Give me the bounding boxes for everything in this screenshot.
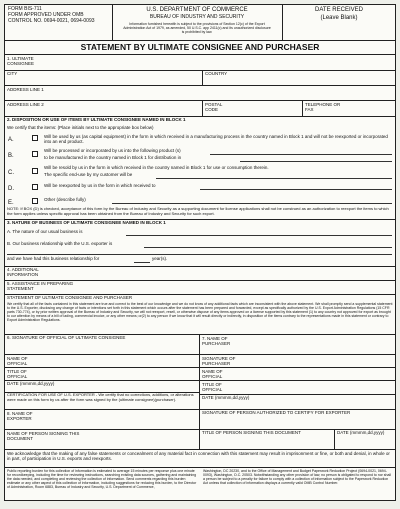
assistance-field[interactable] xyxy=(79,281,394,293)
postal-code-label: POSTAL CODE xyxy=(205,102,223,113)
address-line2-field[interactable] xyxy=(44,101,199,114)
option-b-checkbox[interactable] xyxy=(32,151,38,157)
usual-business-label: A. The nature of our usual business is xyxy=(7,229,83,234)
option-a-text: Will be used by us (as capital equipment) in the form in which received in a manufacturing process in the country named in Block 1 and will not be reexported or incorporated into an end product. xyxy=(44,134,388,145)
ultimate-consignee-field[interactable] xyxy=(54,55,394,69)
form-title: STATEMENT BY ULTIMATE CONSIGNEE AND PURCHASER xyxy=(80,42,320,52)
option-b-product-line[interactable] xyxy=(210,154,392,155)
signer-name-field[interactable] xyxy=(94,430,197,448)
signer-date-label: DATE (mmmm,dd,yyyy) xyxy=(337,430,385,435)
consignee-date-label: DATE (mmmm,dd,yyyy) xyxy=(7,381,55,386)
consignee-official-name-label: NAME OF OFFICIAL xyxy=(7,356,28,367)
city-field[interactable] xyxy=(24,71,199,83)
consignee-official-name-field[interactable] xyxy=(46,355,196,365)
purchaser-signature-label: SIGNATURE OF PURCHASER xyxy=(202,356,236,367)
purchaser-date-label: DATE (mmmm,dd,yyyy) xyxy=(202,395,250,400)
purchaser-official-name-label: NAME OF OFFICIAL xyxy=(202,369,223,380)
consignee-official-title-field[interactable] xyxy=(46,368,196,378)
leave-blank-note: (Leave Blank) xyxy=(320,15,358,21)
country-field[interactable] xyxy=(234,71,394,83)
consignee-official-title-label: TITLE OF OFFICIAL xyxy=(7,369,28,380)
additional-info-field[interactable] xyxy=(59,267,394,279)
purchaser-official-title-field[interactable] xyxy=(252,381,394,391)
assistance-label: 5. ASSISTANCE IN PREPARING STATEMENT xyxy=(7,281,74,292)
option-b-letter: B. xyxy=(8,153,14,159)
usual-business-line[interactable] xyxy=(126,235,392,236)
relationship-duration-label: and we have had this business relationship for xyxy=(7,256,100,261)
option-c-text: Will be resold by us in the form in which received in the country named in Block 1 for use or consumption therein. xyxy=(44,165,269,170)
signer-name-label: NAME OF PERSON SIGNING THIS DOCUMENT xyxy=(7,431,80,442)
business-nature-heading: 3. NATURE OF BUSINESS OF ULTIMATE CONSIGNEE NAMED IN BLOCK 1 xyxy=(7,220,166,225)
option-d-letter: D. xyxy=(8,186,14,192)
exporter-certification-text: CERTIFICATION FOR USE OF U.S. EXPORTER - We certify that no corrections, additions, or alterations were made on this form by us after the form was signed by the (ultimate consignee)(purchaser). xyxy=(7,392,194,402)
option-e-letter: E. xyxy=(8,200,14,206)
option-b-text: Will be processed or incorporated by us into the following product (s) xyxy=(44,148,181,153)
ultimate-consignee-label: 1. ULTIMATE CONSIGNEE xyxy=(7,56,35,67)
statement-text: We certify that all of the facts contained in this statement are true and correct to the best of our knowledge and we do not know of any additional facts which are inconsistent with the above statement. We shall promptly send a supplemental statement to the U.S. Exporter, disclosing any change of facts or intentions set forth in this statement which occurs after the statement has been prepared and forwarded, except as specifically authorized by the U.S. Export Administration Regulations (15 CFR parts 730-774), or by prior written approval of the Bureau of Industry and Security, we will not reexport, resell, or otherwise dispose of any items approved on a license supported by this statement (1) to any country not approved for export as brought to our attention by means of a bill of lading, commercial invoice, or any other means; or(2) to any person if we know that it will result directly or indirectly, in disposition of the items contrary to the representations made in this statement or contrary to Export Administration Regulations. xyxy=(7,302,393,323)
option-e-checkbox[interactable] xyxy=(32,198,38,204)
statement-heading: STATEMENT OF ULTIMATE CONSIGNEE AND PURCHASER xyxy=(7,295,133,300)
telephone-label: TELEPHONE OR FAX xyxy=(305,102,341,113)
exporter-name-label: 8. NAME OF EXPORTER xyxy=(7,411,33,422)
burden-statement-right: Washington, DC 20230, and to the Office of Management and Budget Paperwork Reduction Project (0694-0021, 0694-0093), Washington, D.C. 20503. Notwithstanding any other provision of law, no person is obligated to respond to nor shall a person be subject to a penalty for failure to comply with a collection of information subject to the Paperwork Reduction Act unless that collection of information displays a currently valid OMB Control Number. xyxy=(203,469,392,486)
option-d-country-line[interactable] xyxy=(200,189,392,190)
department-name: U.S. DEPARTMENT OF COMMERCE xyxy=(146,7,248,13)
address-line1-field[interactable] xyxy=(44,86,394,99)
authorized-signature-field[interactable] xyxy=(202,417,394,428)
option-a-checkbox[interactable] xyxy=(32,135,38,141)
option-c-enduse-line[interactable] xyxy=(156,178,392,179)
box-d-note: NOTE: If BOX (D) is checked, acceptance of this form by the Bureau of Industry and Security as a supporting document for license applications shall not be construed as an authorization to reexport the items to which the form applies unless specific approval has been obtained from the Bureau of Industry and Security for such export. xyxy=(7,206,389,216)
form-number: FORM BIS-711 xyxy=(8,6,42,12)
false-statement-acknowledgement: We acknowledge that the making of any false statements or concealment of any material fact in connection with this statement may result in imprisonment or fine, or both and denial, in whole or in part, of participation in U.S. exports and reexports. xyxy=(7,451,390,462)
address-line2-label: ADDRESS LINE 2 xyxy=(7,102,44,107)
option-d-text: Will be reexported by us in the form in which received to xyxy=(44,183,156,188)
years-suffix: year(s). xyxy=(152,256,168,261)
city-label: CITY xyxy=(7,71,18,76)
purchaser-name-label: 7. NAME OF PURCHASER xyxy=(202,336,231,347)
bis-711-form xyxy=(4,4,396,501)
date-received-label: DATE RECEIVED xyxy=(315,7,363,13)
option-c-checkbox[interactable] xyxy=(32,168,38,174)
purchaser-signature-field[interactable] xyxy=(252,355,394,365)
confidentiality-notice: Information furnished herewith is subject to the provisions of Section 12(c) of the Export Administration Act of 1979, as amended, 50 U.S.C. app 2411(c) and its unauthorized disclosure is prohibited by law. xyxy=(123,22,271,35)
relationship-line[interactable] xyxy=(144,247,392,248)
option-a-letter: A. xyxy=(8,137,14,143)
signer-title-field[interactable] xyxy=(202,437,332,448)
option-d-checkbox[interactable] xyxy=(32,184,38,190)
option-b-text2: to be manufactured in the country named in Block 1 for distribution in xyxy=(44,155,182,160)
omb-approval: FORM APPROVED UNDER OMB xyxy=(8,12,84,18)
consignee-signature-field[interactable] xyxy=(7,343,197,354)
option-b-distribution-line[interactable] xyxy=(240,161,392,162)
burden-statement-left: Public reporting burden for this collection of information is estimated to average 15 minutes per response plus one minute for recordkeeping, including the time for reviewing instructions, searching existing data sources, gathering and maintaining the data needed, and completing and reviewing the collection of information. Send comments regarding this burden estimate or any other aspect of this collection of information, including suggestions for reducing this burden, to the Director of Administration, Room 6883, Bureau of Industry and Security, U.S. Department of Commerce, xyxy=(7,469,197,490)
consignee-signature-heading: 6. SIGNATURE OF OFFICIAL OF ULTIMATE CONSIGNEE xyxy=(7,335,126,340)
option-e-text: Other (describe fully) xyxy=(44,197,86,202)
consignee-date-field[interactable] xyxy=(74,381,196,390)
telephone-field[interactable] xyxy=(344,101,394,114)
purchaser-date-field[interactable] xyxy=(269,395,394,406)
authorized-signature-label: SIGNATURE OF PERSON AUTHORIZED TO CERTIFY FOR EXPORTER xyxy=(202,410,351,415)
option-c-text2: The specific end-use by my customer will be xyxy=(44,172,133,177)
postal-code-field[interactable] xyxy=(236,101,301,114)
country-label: COUNTRY xyxy=(205,71,228,76)
option-e-describe-line[interactable] xyxy=(112,203,392,204)
option-c-letter: C. xyxy=(8,170,14,176)
certify-instruction: We certify that the items: (Place initials next to the appropriate box below) xyxy=(7,125,154,130)
disposition-heading: 2. DISPOSITION OR USE OF ITEMS BY ULTIMATE CONSIGNEE NAMED IN BLOCK 1 xyxy=(7,117,186,122)
omb-control: CONTROL NO. 0694-0021, 0694-0093 xyxy=(8,18,95,24)
signer-date-field[interactable] xyxy=(337,437,394,448)
purchaser-official-title-label: TITLE OF OFFICIAL xyxy=(202,382,223,393)
purchaser-official-name-field[interactable] xyxy=(252,368,394,378)
additional-info-label: 4. ADDITIONAL INFORMATION xyxy=(7,267,39,278)
signer-title-label: TITLE OF PERSON SIGNING THIS DOCUMENT xyxy=(202,430,301,435)
relationship-line-2[interactable] xyxy=(7,254,392,255)
relationship-years-field[interactable] xyxy=(134,262,150,263)
address-line1-label: ADDRESS LINE 1 xyxy=(7,87,44,92)
exporter-name-field[interactable] xyxy=(48,410,197,428)
purchaser-name-field[interactable] xyxy=(252,336,394,353)
relationship-label: B. Our business relationship with the U.S. exporter is xyxy=(7,241,113,246)
bureau-name: BUREAU OF INDUSTRY AND SECURITY xyxy=(149,14,245,20)
